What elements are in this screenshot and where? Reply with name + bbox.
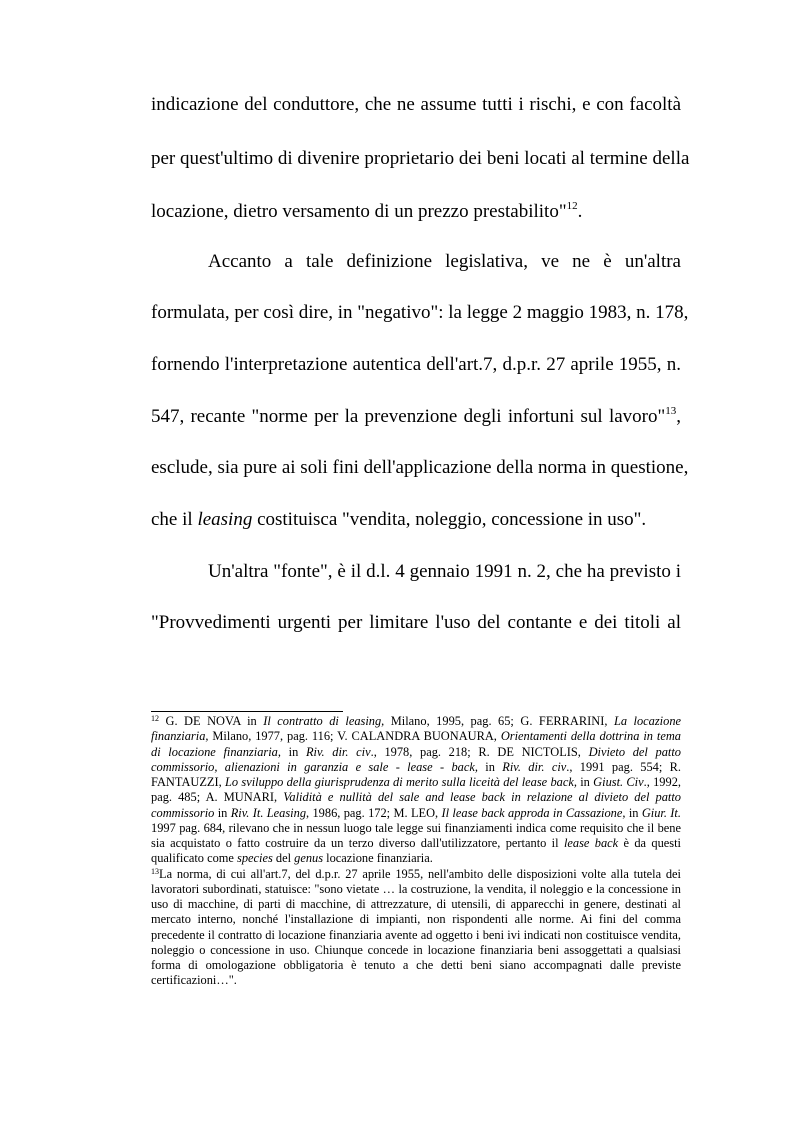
fn12-title: Il contratto di leasing,: [263, 714, 385, 728]
fn12-text: in: [477, 759, 503, 774]
footnote-separator: [151, 711, 343, 712]
fn12-title: Lo sviluppo della giurisprudenza di merito sulla liceità del lease back,: [225, 775, 577, 789]
body-line-7-text: 547, recante "norme per la prevenzione degli infortuni sul lavoro": [151, 406, 666, 427]
fn12-text: ., 1978, pag. 218; R. DE NICTOLIS,: [370, 744, 589, 759]
footnotes: [151, 714, 681, 989]
fn12-text: G. DE NOVA in: [159, 714, 264, 728]
footnote-ref-13[interactable]: 13: [665, 405, 677, 417]
footnote-ref-12[interactable]: 12: [566, 200, 578, 212]
fn12-title: Il lease back approda in Cassazione,: [441, 805, 626, 820]
body-line-10: Un'altra "fonte", è il d.l. 4 gennaio 1991 n. 2, che ha previsto i: [208, 561, 681, 582]
fn12-text: locazione finanziaria.: [323, 851, 433, 866]
footnote-12-number: 12: [151, 714, 159, 723]
footnote-12: [151, 714, 681, 867]
fn13-text: La norma, di cui all'art.7, del d.p.r. 27 aprile 1955, nell'ambito delle disposizioni volte alla tutela dei lavoratori subordinati, statuisce: "sono vietate … la costruzione, la vendita, il noleggio e la concessione in uso di macchine, di parti di macchine, di attrezzature, di utensili, di apparecchi in genere, destinati al mercato interno, nonché l'installazione di impianti, non rispondenti alle norme. Ai fini del comma precedente il contratto di locazione finanziaria avente ad oggetto i beni ivi indicati non costituisce vendita, noleggio o concessione in uso. Chiunque concede in locazione finanziaria beni assoggettati a qualsiasi forma di omologazione obbligatoria è tenuto a che detti beni siano accompagnati dalle previste certificazioni…".: [151, 866, 681, 988]
fn12-title: La locazione finanziaria,: [151, 714, 682, 744]
fn12-title: Validità e nullità del sale and lease back in relazione al divieto del patto commissorio: [151, 790, 681, 820]
fn12-text: è da questi qualificato come: [151, 836, 681, 866]
body-line-2: per quest'ultimo di divenire proprietario dei beni locati al termine della: [151, 148, 690, 169]
fn12-title: genus: [294, 851, 324, 866]
body-line-3-end: .: [577, 201, 583, 222]
body-line-6: fornendo l'interpretazione autentica dell'art.7, d.p.r. 27 aprile 1955, n.: [151, 354, 681, 375]
body-line-5: formulata, per così dire, in "negativo": la legge 2 maggio 1983, n. 178,: [151, 302, 689, 323]
body-line-4: Accanto a tale definizione legislativa, ve ne è un'altra: [208, 251, 681, 272]
fn12-title: species: [237, 851, 273, 866]
body-line-8: esclude, sia pure ai soli fini dell'applicazione della norma in questione,: [151, 457, 689, 478]
body-line-3-text: locazione, dietro versamento di un prezzo prestabilito": [151, 201, 567, 222]
fn12-title: Riv. dir. civ: [502, 759, 567, 774]
body-line-9-b: costituisca "vendita, noleggio, concessione in uso".: [252, 509, 647, 530]
body-line-7: [151, 406, 681, 428]
fn12-title: Giur. It.: [641, 805, 681, 820]
fn12-text: Milano, 1977, pag. 116; V. CALANDRA BUONAURA,: [208, 729, 501, 744]
body-line-9-italic: leasing: [197, 509, 253, 530]
fn12-text: , 1986, pag. 172; M. LEO,: [306, 805, 442, 820]
fn12-text: in: [280, 744, 306, 759]
body-line-11: "Provvedimenti urgenti per limitare l'uso del contante e dei titoli al: [151, 612, 681, 633]
fn12-text: in: [625, 805, 642, 820]
fn12-title: Giust. Civ: [593, 775, 644, 789]
fn12-text: Milano, 1995, pag. 65; G. FERRARINI,: [384, 714, 614, 728]
body-line-9: [151, 509, 681, 531]
fn12-text: ., 1992, pag. 485; A. MUNARI,: [151, 775, 681, 805]
fn12-title: Divieto del patto commissorio, alienazioni in garanzia e sale - lease - back,: [151, 744, 681, 774]
fn12-title: Riv. dir. civ: [305, 744, 371, 759]
fn12-text: in: [214, 805, 231, 820]
footnote-13: [151, 867, 681, 989]
fn12-title: Orientamenti della dottrina in tema di locazione finanziaria,: [151, 729, 681, 759]
footnote-13-number: 13: [151, 866, 159, 876]
body-line-1: indicazione del conduttore, che ne assume tutti i rischi, e con facoltà: [151, 94, 681, 115]
fn12-text: del: [272, 851, 295, 866]
body-line-9-a: che il: [151, 509, 198, 530]
body-line-7-end: ,: [676, 406, 681, 427]
fn12-title: lease back: [563, 836, 619, 850]
fn12-text: in: [576, 775, 594, 789]
body-line-3: [151, 201, 681, 223]
fn12-text: ., 1991 pag. 554; R. FANTAUZZI,: [151, 759, 681, 789]
fn12-title: Riv. It. Leasing: [230, 805, 307, 820]
fn12-text: 1997 pag. 684, rilevano che in nessun luogo tale legge sui finanziamenti indica come requisito che il bene sia acquistato o fatto costruire da un terzo diverso dall'utilizzatore, pertanto il: [151, 820, 681, 850]
